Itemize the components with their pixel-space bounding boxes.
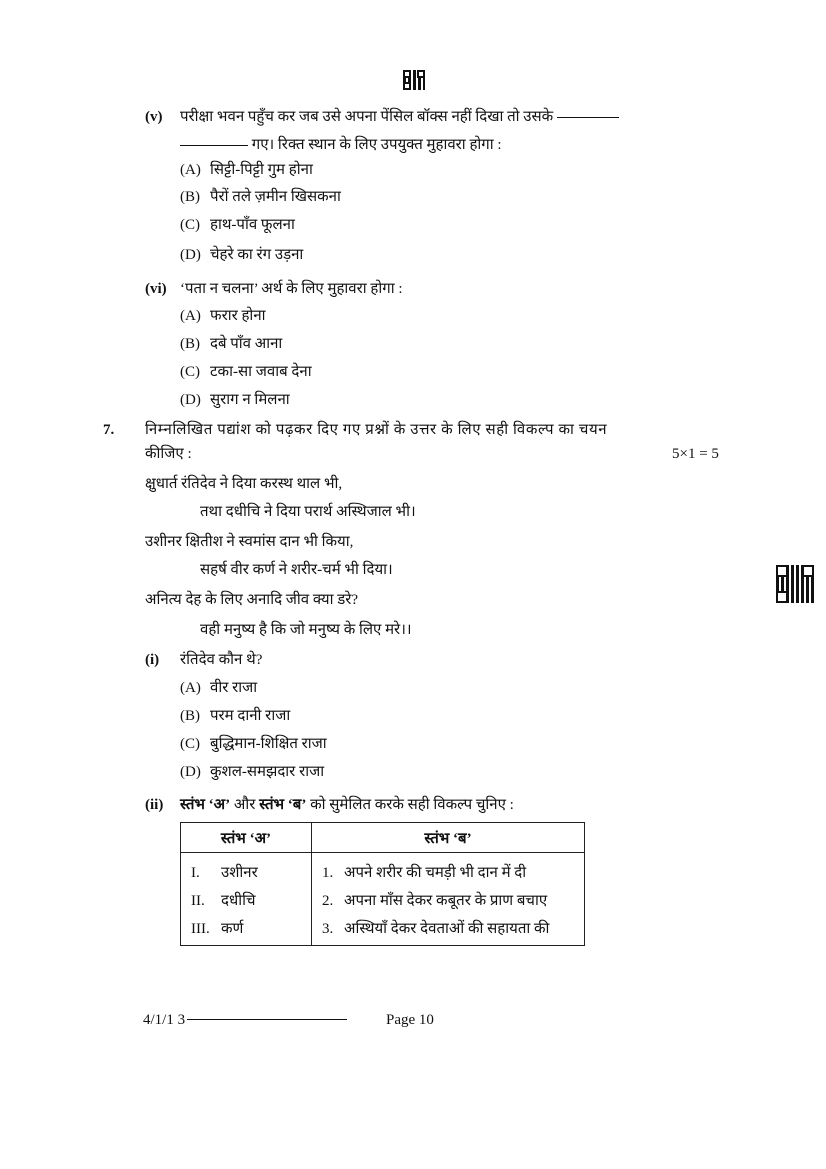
blank-line: [180, 145, 248, 146]
option: (C) टका-सा जवाब देना: [180, 364, 312, 380]
option: (A) फरार होना: [180, 308, 266, 324]
question-text: स्तंभ ‘अ’ और स्तंभ ‘ब’ को सुमेलित करके सही विकल्प चुनिए :: [180, 797, 514, 813]
question-number: 7.: [103, 422, 115, 438]
option: (D) चेहरे का रंग उड़ना: [180, 247, 304, 263]
question-text: रंतिदेव कौन थे?: [180, 652, 263, 668]
marks: 5×1 = 5: [672, 446, 719, 462]
option: (D) कुशल-समझदार राजा: [180, 764, 325, 780]
question-number: (i): [145, 652, 160, 668]
poem-line: वही मनुष्य है कि जो मनुष्य के लिए मरे।।: [200, 622, 412, 638]
qr-code-side: [776, 565, 814, 603]
qr-code-top: [403, 70, 425, 90]
question-line: परीक्षा भवन पहुँच कर जब उसे अपना पेंसिल बॉक्स नहीं दिखा तो उसके: [180, 109, 554, 125]
option: (C) हाथ-पाँव फूलना: [180, 217, 295, 233]
question-text: निम्नलिखित पद्यांश को पढ़कर दिए गए प्रश्नों के उत्तर के लिए सही विकल्प का चयन: [145, 422, 608, 438]
page-number: Page 10: [386, 1012, 434, 1028]
option: (D) सुराग न मिलना: [180, 392, 290, 408]
question-number: (vi): [145, 281, 167, 297]
match-table: [180, 822, 585, 946]
option: (B) परम दानी राजा: [180, 708, 291, 724]
table-row: I. उशीनर 1. अपने शरीर की चमड़ी भी दान में दी: [181, 853, 585, 887]
option: (A) सिट्टी-पिट्टी गुम होना: [180, 162, 313, 178]
question-line: गए। रिक्त स्थान के लिए उपयुक्त मुहावरा होगा :: [251, 137, 502, 153]
column-header: स्तंभ ‘अ’: [181, 823, 312, 853]
option: (A) वीर राजा: [180, 680, 258, 696]
question-text: [180, 107, 619, 127]
question-number: (ii): [145, 797, 164, 813]
table-row: II. दधीचि 2. अपना माँस देकर कबूतर के प्राण बचाए: [181, 886, 585, 914]
paper-code: 4/1/1 3: [143, 1012, 186, 1028]
option: (B) दबे पाँव आना: [180, 336, 283, 352]
table-row: III. कर्ण 3. अस्थियाँ देकर देवताओं की सहायता की: [181, 914, 585, 946]
option: (C) बुद्धिमान-शिक्षित राजा: [180, 736, 327, 752]
question-number: (v): [145, 109, 163, 125]
question-text: [180, 135, 502, 155]
option: (B) पैरों तले ज़मीन खिसकना: [180, 189, 341, 205]
poem-line: उशीनर क्षितीश ने स्वमांस दान भी किया,: [145, 534, 354, 550]
footer-divider: [187, 1019, 347, 1020]
column-header: स्तंभ ‘ब’: [312, 823, 585, 853]
question-text: ‘पता न चलना’ अर्थ के लिए मुहावरा होगा :: [180, 281, 403, 297]
question-text: कीजिए :: [145, 446, 192, 462]
poem-line: तथा दधीचि ने दिया परार्थ अस्थिजाल भी।: [200, 504, 416, 520]
poem-line: क्षुधार्त रंतिदेव ने दिया करस्थ थाल भी,: [145, 476, 343, 492]
blank-line: [557, 117, 619, 118]
poem-line: अनित्य देह के लिए अनादि जीव क्या डरे?: [145, 592, 359, 608]
poem-line: सहर्ष वीर कर्ण ने शरीर-चर्म भी दिया।: [200, 562, 393, 578]
